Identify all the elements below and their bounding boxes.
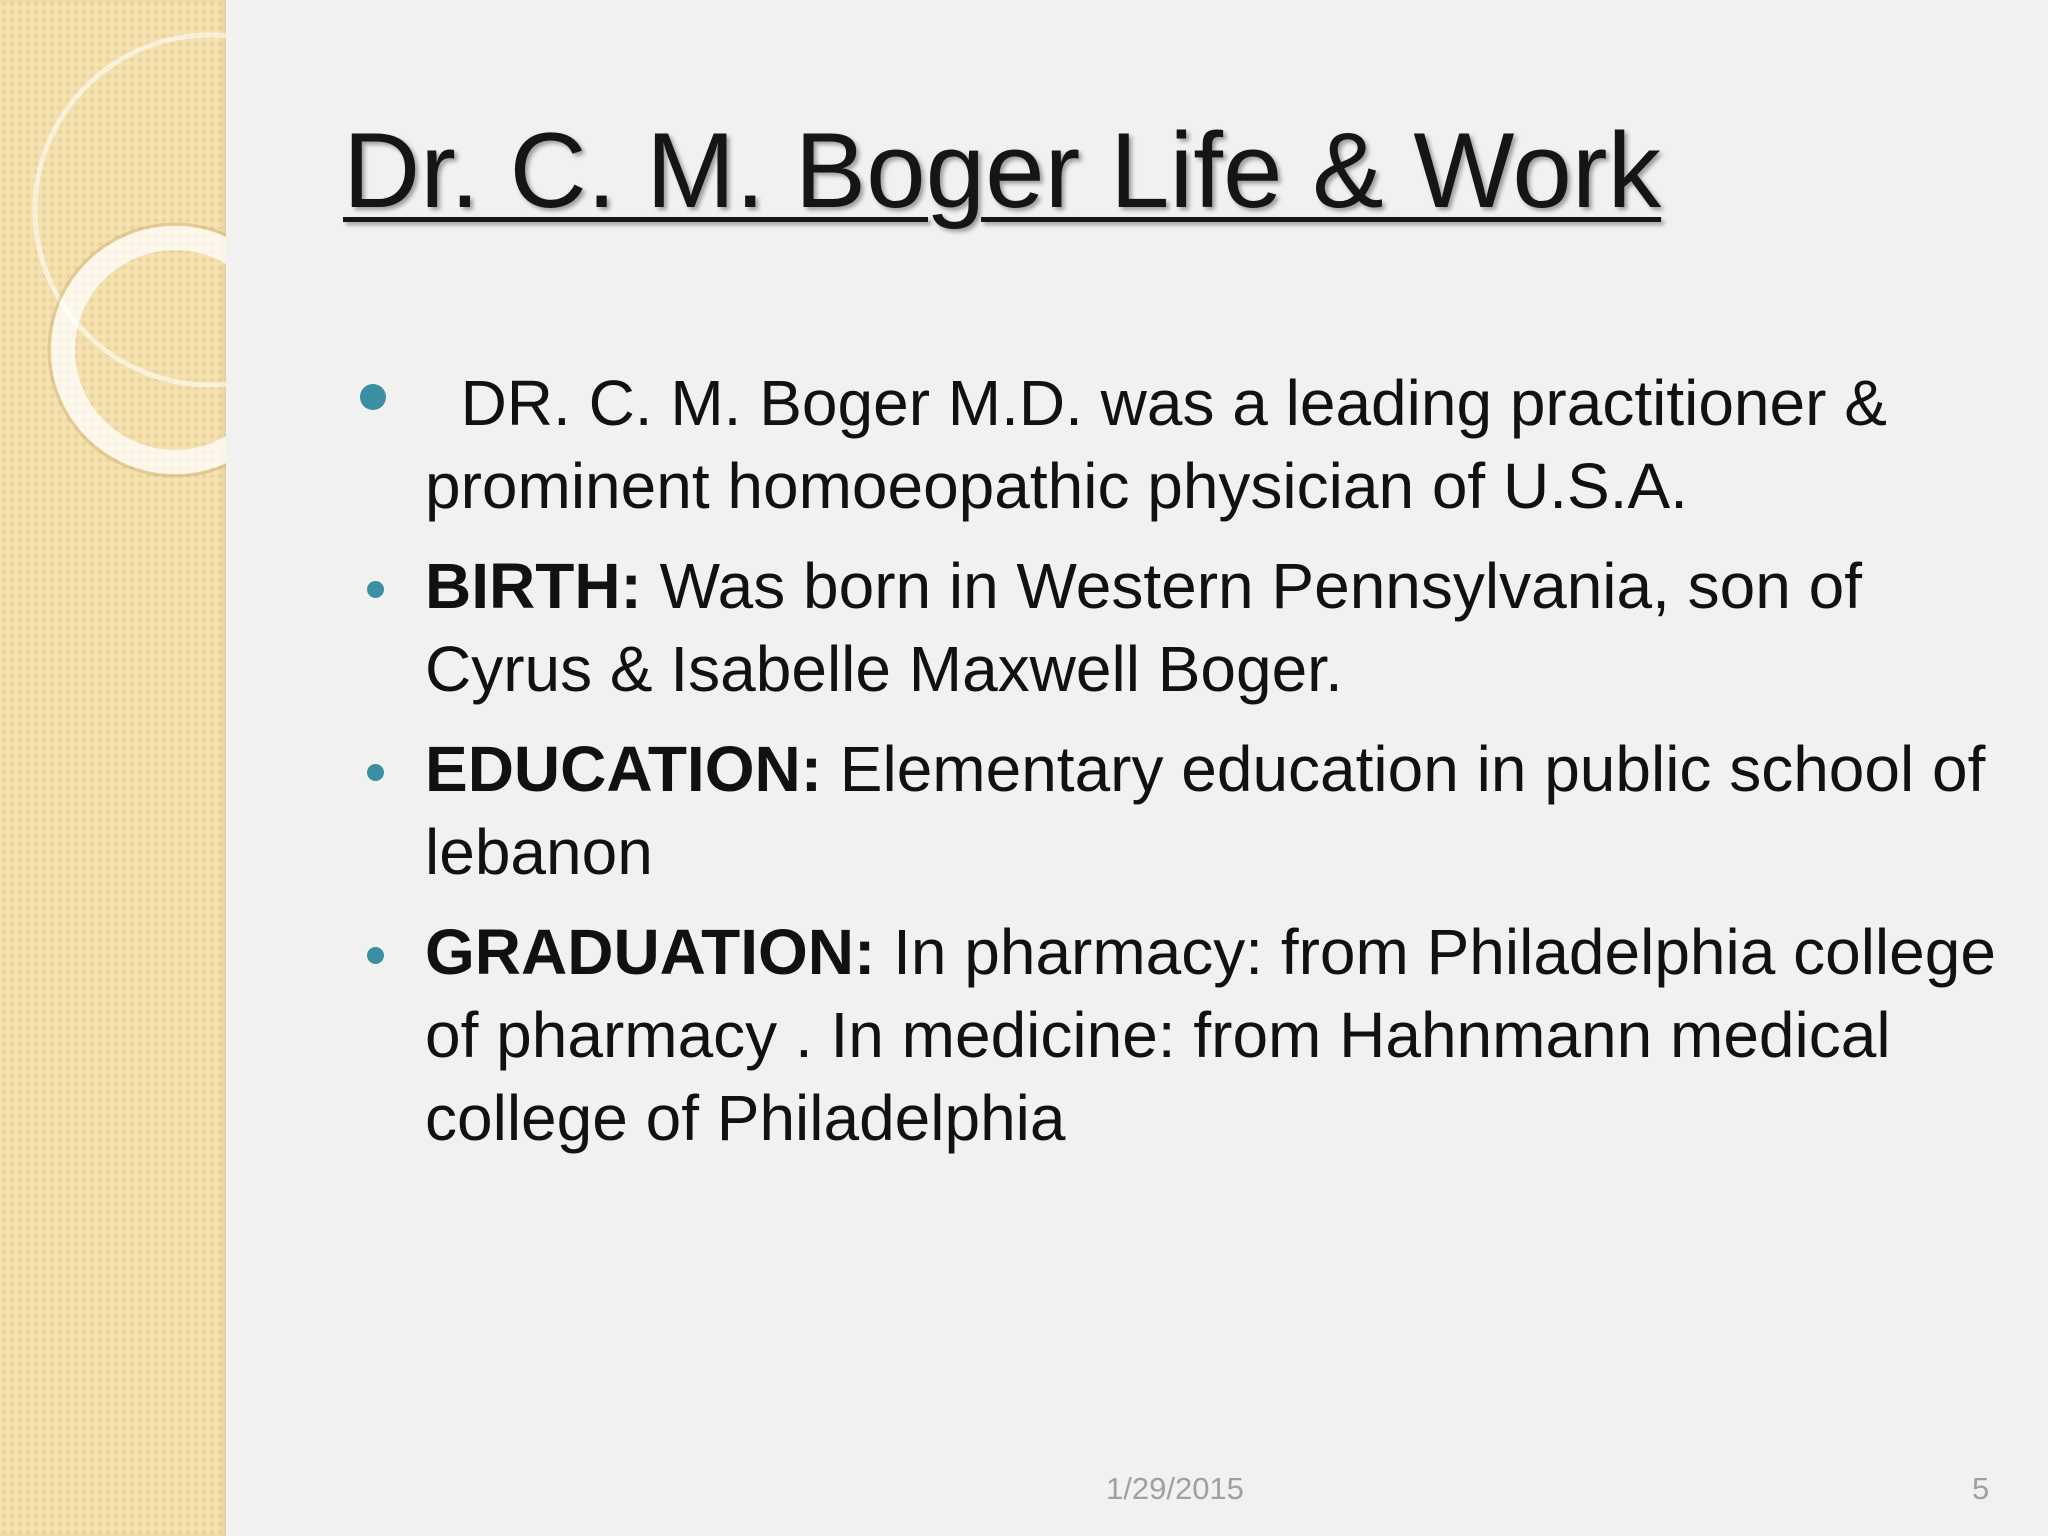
bullet-text: Was born in Western Pennsylvania, son of Cyrus & Isabelle Maxwell Boger. <box>425 550 1880 705</box>
bullet-list <box>226 362 2014 1160</box>
bullet-lead: BIRTH: <box>425 550 642 622</box>
bullet-text: DR. C. M. Boger M.D. was a leading practitioner & prominent homoeopathic physician of U.S.A. <box>425 367 1905 522</box>
bullet-lead: EDUCATION: <box>425 733 822 805</box>
bullet-dot-icon <box>367 764 384 781</box>
decorative-sidebar <box>0 0 226 1536</box>
bullet-item-education <box>226 728 2006 894</box>
slide-content <box>226 0 2048 1536</box>
bullet-text: Elementary education in public school of lebanon <box>425 733 2004 888</box>
bullet-text: In pharmacy: from Philadelphia college of pharmacy . In medicine: from Hahnmann medical college of Philadelphia <box>425 916 2014 1154</box>
bullet-item-intro <box>226 362 2006 528</box>
footer-date: 1/29/2015 <box>1106 1471 1244 1506</box>
bullet-dot-icon <box>367 581 384 598</box>
bullet-lead: GRADUATION: <box>425 916 876 988</box>
slide-title: Dr. C. M. Boger Life & Work <box>343 110 1662 230</box>
decorative-rings <box>0 0 226 1536</box>
bullet-dot-icon <box>360 384 386 410</box>
page-number: 5 <box>1972 1471 1990 1506</box>
bullet-dot-icon <box>367 947 384 964</box>
bullet-item-graduation <box>226 911 2014 1160</box>
bullet-item-birth <box>226 545 2006 711</box>
